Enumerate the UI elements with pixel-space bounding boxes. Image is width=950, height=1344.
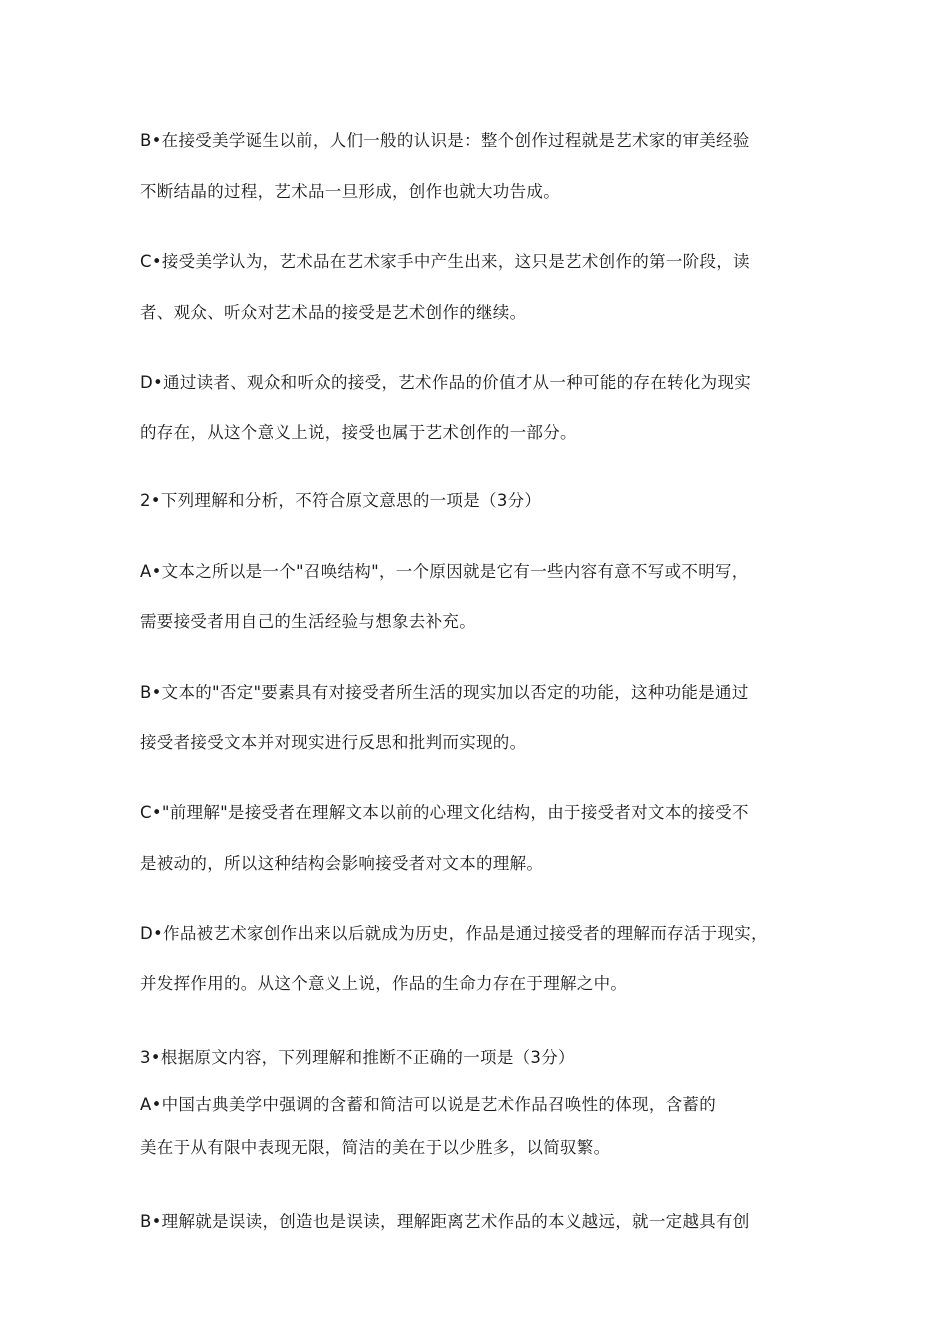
q3-option-b-line-1: B•理解就是误读，创造也是误读，理解距离艺术作品的本义越远，就一定越具有创 [140, 1212, 750, 1231]
q2-option-d-line-2: 并发挥作用的。从这个意义上说，作品的生命力存在于理解之中。 [140, 974, 628, 993]
q3-stem: 3•根据原文内容，下列理解和推断不正确的一项是（3分） [140, 1048, 575, 1067]
q2-option-c-line-2: 是被动的，所以这种结构会影响接受者对文本的理解。 [140, 854, 544, 873]
q2-option-c-line-1: C•"前理解"是接受者在理解文本以前的心理文化结构，由于接受者对文本的接受不 [140, 803, 749, 822]
q3-option-a-line-2: 美在于从有限中表现无限，简洁的美在于以少胜多，以简驭繁。 [140, 1138, 611, 1157]
q2-option-b-line-2: 接受者接受文本并对现实进行反思和批判而实现的。 [140, 733, 527, 752]
q3-option-a-line-1: A•中国古典美学中强调的含蓄和简洁可以说是艺术作品召唤性的体现，含蓄的 [140, 1095, 717, 1114]
q2-option-a-line-1: A•文本之所以是一个"召唤结构"，一个原因就是它有一些内容有意不写或不明写， [140, 562, 749, 581]
q1-option-c-line-2: 者、观众、听众对艺术品的接受是艺术创作的继续。 [140, 303, 527, 322]
q1-option-b-line-2: 不断结晶的过程，艺术品一旦形成，创作也就大功告成。 [140, 182, 560, 201]
q2-stem: 2•下列理解和分析，不符合原文意思的一项是（3分） [140, 491, 542, 510]
q1-option-b-line-1: B•在接受美学诞生以前，人们一般的认识是：整个创作过程就是艺术家的审美经验 [140, 131, 750, 150]
q1-option-d-line-1: D•通过读者、观众和听众的接受，艺术作品的价值才从一种可能的存在转化为现实 [140, 373, 752, 392]
q1-option-d-line-2: 的存在，从这个意义上说，接受也属于艺术创作的一部分。 [140, 423, 577, 442]
q1-option-c-line-1: C•接受美学认为，艺术品在艺术家手中产生出来，这只是艺术创作的第一阶段，读 [140, 252, 750, 271]
q2-option-b-line-1: B•文本的"否定"要素具有对接受者所生活的现实加以否定的功能，这种功能是通过 [140, 683, 749, 702]
q2-option-d-line-1: D•作品被艺术家创作出来以后就成为历史，作品是通过接受者的理解而存活于现实， [140, 924, 768, 943]
q2-option-a-line-2: 需要接受者用自己的生活经验与想象去补充。 [140, 612, 476, 631]
